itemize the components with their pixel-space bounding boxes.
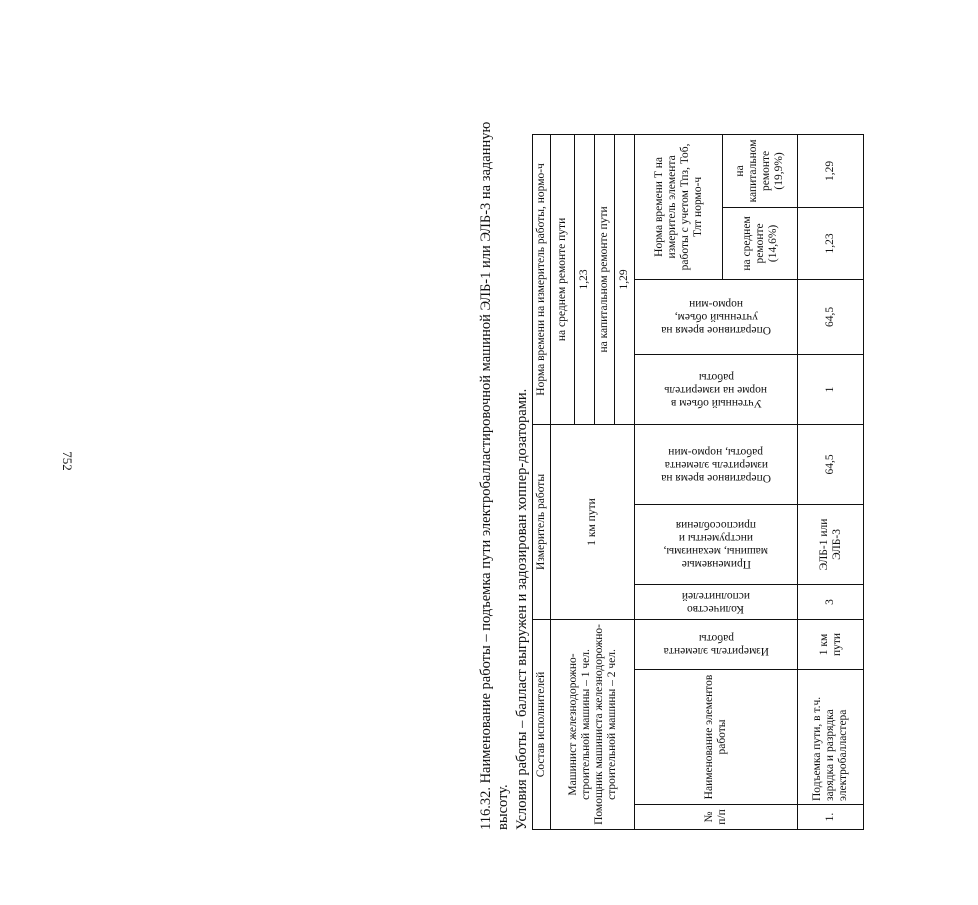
- col-elements: Наименование элементов работы: [635, 670, 798, 805]
- col-op-time-counted: [635, 279, 798, 354]
- norm-medium-label: на среднем ремонте пути: [551, 134, 575, 424]
- crew-line-2: Помощник машиниста железнодорожно-строительной машины – 2 чел.: [592, 624, 618, 825]
- page-number: 752: [60, 451, 75, 471]
- norm-capital-value: 1,29: [615, 134, 635, 424]
- col-workers-label: Количество исполнителей: [681, 589, 751, 615]
- column-headers-row-1: [635, 134, 723, 829]
- col-volume: [635, 354, 798, 424]
- col-op-time-element-label: Оперативное время на измеритель элемента работы, нормо-мин: [661, 445, 771, 484]
- work-conditions: Условия работы – балласт выгружен и задозирован хоппер-дозаторами.: [514, 388, 530, 830]
- meter-value: 1 км пути: [551, 424, 635, 619]
- row-volume: 1: [798, 354, 864, 424]
- row-workers: 3: [798, 584, 864, 619]
- norm-capital-label: на капитальном ремонте пути: [595, 134, 615, 424]
- col-op-time-counted-label: Оперативное время на учтенный объем, нормо-мин: [661, 298, 771, 337]
- col-machines: [635, 504, 798, 584]
- row-op-time-counted: 64,5: [798, 279, 864, 354]
- row-meter: 1 км пути: [798, 619, 864, 669]
- col-element-meter: [635, 619, 798, 669]
- col-element-meter-label: Измеритель элемента работы: [663, 632, 769, 658]
- document-sheet: [478, 70, 978, 830]
- col-no: № п/п: [635, 805, 798, 830]
- header-row-1: [533, 134, 551, 829]
- col-workers: [635, 584, 798, 619]
- row-norm-capital: 1,29: [798, 134, 864, 207]
- col-norm-time: Норма времени Т на измеритель элемента работы с учетом Тпз, Тоб, Тлт нормо-ч: [635, 134, 723, 279]
- row-op-time-element: 64,5: [798, 424, 864, 504]
- crew-header: Состав исполнителей: [533, 619, 551, 829]
- row-no: 1.: [798, 805, 864, 830]
- meter-header: Измеритель работы: [533, 424, 551, 619]
- table-row: [798, 134, 864, 829]
- crew-cell: [551, 619, 635, 829]
- col-volume-label: Учтенный объем в норме на измеритель работы: [664, 370, 768, 409]
- row-name: Подъемка пути, в т.ч. зарядка и разрядка электробалластера: [798, 670, 864, 805]
- norm-medium-value: 1,23: [575, 134, 595, 424]
- col-op-time-element: [635, 424, 798, 504]
- section-heading: 116.32. Наименование работы – подъемка пути электробалластировочной машиной ЭЛБ-1 или ЭЛБ-3 на заданную высоту.: [478, 121, 511, 830]
- col-norm-medium: на среднем ремонте (14,6%): [723, 207, 798, 279]
- row-machines: ЭЛБ-1 или ЭЛБ-3: [798, 504, 864, 584]
- col-machines-label: Применяемые машины, механизмы, инструменты и приспособления: [663, 519, 769, 571]
- col-norm-capital: на капитальном ремонте (19,9%): [723, 134, 798, 207]
- norm-table: [532, 134, 864, 830]
- norm-header: Норма времени на измеритель работы, нормо-ч: [533, 134, 551, 424]
- row-norm-medium: 1,23: [798, 207, 864, 279]
- header-row-2: [551, 134, 575, 829]
- crew-line-1: Машинист железнодорожно-строительной машины – 1 чел.: [566, 649, 592, 800]
